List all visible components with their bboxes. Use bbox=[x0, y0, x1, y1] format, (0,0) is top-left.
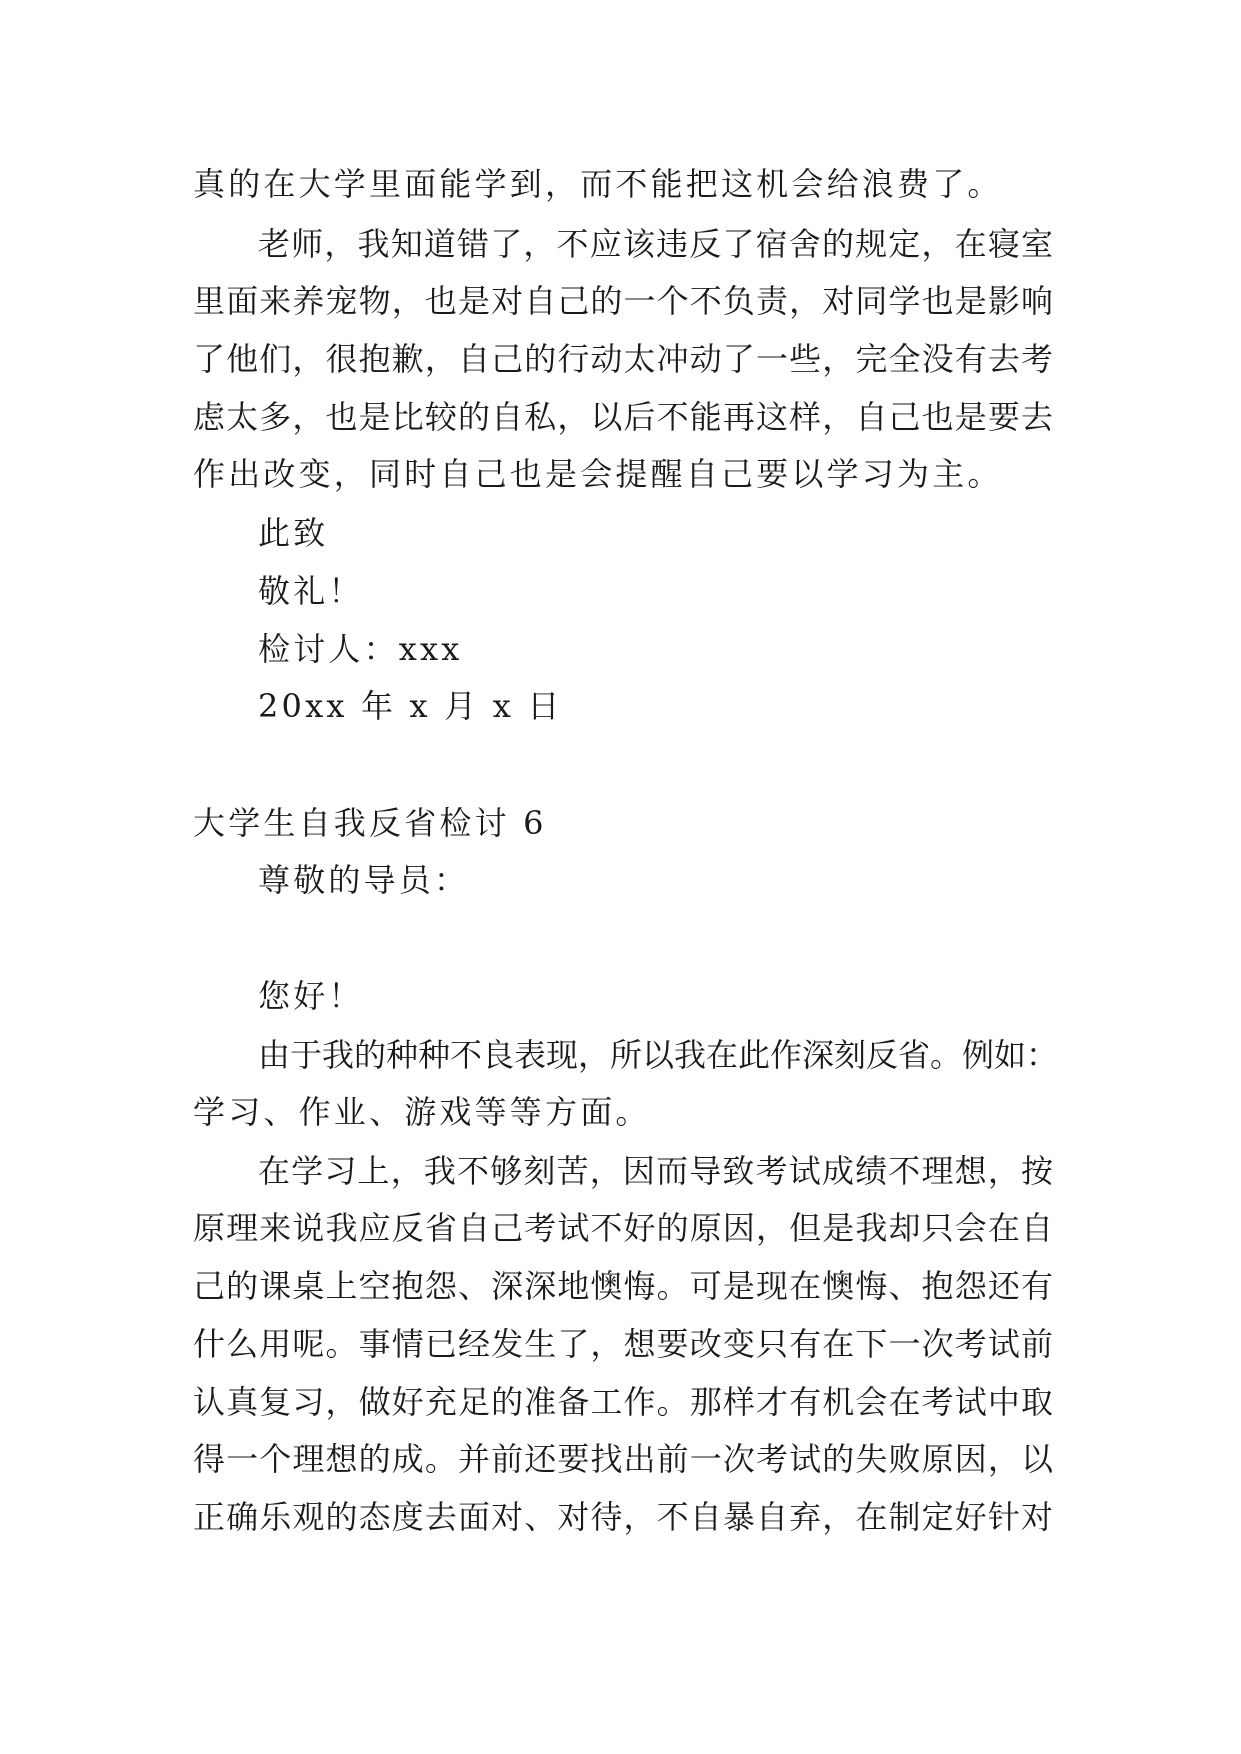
paragraph-line: 学习、作业、游戏等等方面。 bbox=[193, 1093, 651, 1131]
signature-line: 检讨人：xxx bbox=[258, 630, 463, 668]
paragraph-line: 真的在大学里面能学到，而不能把这机会给浪费了。 bbox=[193, 165, 1003, 203]
paragraph-line: 得一个理想的成。并前还要找出前一次考试的失败原因，以 bbox=[193, 1440, 1053, 1478]
closing-regards: 敬礼！ bbox=[258, 572, 364, 610]
paragraph-line: 正确乐观的态度去面对、对待，不自暴自弃，在制定好针对 bbox=[193, 1498, 1053, 1536]
paragraph-line: 里面来养宠物，也是对自己的一个不负责，对同学也是影响 bbox=[193, 282, 1053, 320]
paragraph-line: 老师，我知道错了，不应该违反了宿舍的规定，在寝室 bbox=[258, 225, 1053, 263]
paragraph-line: 由于我的种种不良表现，所以我在此作深刻反省。例如： bbox=[258, 1036, 1059, 1074]
paragraph-line: 作出改变，同时自己也是会提醒自己要以学习为主。 bbox=[193, 455, 1003, 493]
paragraph-line: 己的课桌上空抱怨、深深地懊悔。可是现在懊悔、抱怨还有 bbox=[193, 1267, 1053, 1305]
date-line: 20xx 年 x 月 x 日 bbox=[258, 687, 563, 725]
closing-salutation: 此致 bbox=[258, 514, 329, 552]
paragraph-line: 什么用呢。事情已经发生了，想要改变只有在下一次考试前 bbox=[193, 1325, 1053, 1363]
paragraph-line: 虑太多，也是比较的自私，以后不能再这样，自己也是要去 bbox=[193, 398, 1053, 436]
section-title: 大学生自我反省检讨 6 bbox=[193, 804, 547, 842]
paragraph-line: 认真复习，做好充足的准备工作。那样才有机会在考试中取 bbox=[193, 1383, 1053, 1421]
greeting-hello: 您好！ bbox=[258, 977, 364, 1015]
paragraph-line: 了他们，很抱歉，自己的行动太冲动了一些，完全没有去考 bbox=[193, 340, 1053, 378]
greeting-line: 尊敬的导员： bbox=[258, 861, 470, 899]
paragraph-line: 在学习上，我不够刻苦，因而导致考试成绩不理想，按 bbox=[258, 1152, 1053, 1190]
paragraph-line: 原理来说我应反省自己考试不好的原因，但是我却只会在自 bbox=[193, 1209, 1053, 1247]
